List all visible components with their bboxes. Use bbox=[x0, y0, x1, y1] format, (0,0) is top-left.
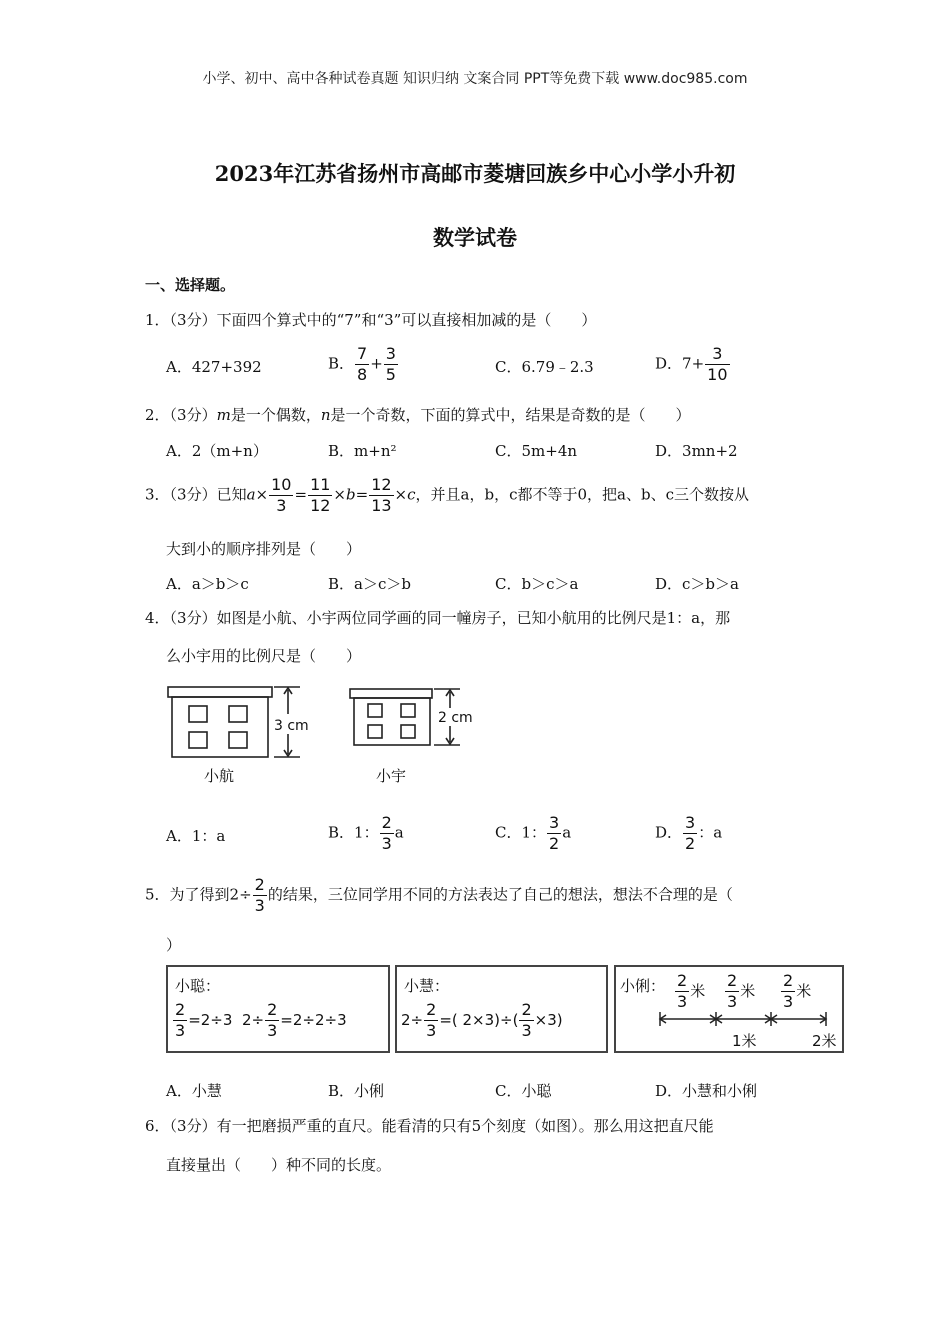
denominator: 5 bbox=[385, 365, 396, 384]
stem-text: ，并且a，b，c都不等于0，把a、b、c三个数按从 bbox=[415, 485, 749, 504]
question-1-option-a: A．427+392 bbox=[166, 358, 262, 376]
option-d-prefix: D． bbox=[655, 823, 683, 842]
denominator: 3 bbox=[727, 992, 738, 1011]
segment-label-2 bbox=[724, 971, 755, 1012]
option-d-prefix: D．7+ bbox=[655, 354, 705, 373]
variable-c: c bbox=[407, 485, 416, 504]
variable-a: a bbox=[246, 485, 256, 504]
question-3-option-b: B．a＞c＞b bbox=[328, 575, 411, 593]
fraction bbox=[781, 971, 795, 1012]
question-3-option-c: C．b＞c＞a bbox=[495, 575, 579, 593]
question-2-option-a: A．2（m+n） bbox=[166, 442, 268, 460]
operator: = bbox=[355, 485, 369, 504]
numerator: 3 bbox=[385, 344, 396, 363]
fraction bbox=[705, 344, 729, 385]
segment-label-3 bbox=[780, 971, 811, 1012]
expression-text: 2÷ bbox=[241, 1011, 265, 1029]
expression-text: 2÷ bbox=[401, 1011, 424, 1029]
question-3-option-a: A．a＞b＞c bbox=[166, 575, 249, 593]
option-b-prefix: B．1： bbox=[328, 823, 379, 842]
question-3-option-d: D．c＞b＞a bbox=[655, 575, 739, 593]
operator: × bbox=[255, 485, 269, 504]
denominator: 3 bbox=[426, 1021, 437, 1040]
fraction bbox=[424, 1000, 438, 1041]
denominator: 2 bbox=[549, 834, 560, 853]
question-6-stem-line2: 直接量出（ ）种不同的长度。 bbox=[166, 1156, 392, 1174]
question-5-option-c: C．小聪 bbox=[495, 1082, 552, 1100]
denominator: 3 bbox=[267, 1021, 278, 1040]
denominator: 3 bbox=[783, 992, 794, 1011]
question-5-option-a: A．小慧 bbox=[166, 1082, 222, 1100]
numerator: 3 bbox=[685, 813, 696, 832]
numerator: 2 bbox=[381, 813, 392, 832]
house-right-dimension: 2 cm bbox=[438, 710, 473, 726]
denominator: 8 bbox=[357, 365, 368, 384]
fraction bbox=[269, 475, 293, 516]
numerator: 2 bbox=[727, 971, 738, 990]
denominator: 3 bbox=[276, 496, 287, 515]
denominator: 3 bbox=[381, 834, 392, 853]
option-c-prefix: C．1： bbox=[495, 823, 547, 842]
page-title-line1: 2023年江苏省扬州市高邮市菱塘回族乡中心小学小升初 bbox=[214, 161, 736, 186]
question-2-option-d: D．3mn+2 bbox=[655, 442, 738, 460]
numerator: 2 bbox=[783, 971, 794, 990]
denominator: 3 bbox=[521, 1021, 532, 1040]
unit-label: 米 bbox=[740, 982, 756, 1000]
operator: × bbox=[333, 485, 346, 504]
unit-label: 米 bbox=[690, 982, 706, 1000]
variable-b: b bbox=[346, 485, 356, 504]
tick-label-1m: 1米 bbox=[732, 1032, 757, 1050]
house-figures bbox=[160, 682, 500, 792]
numerator: 2 bbox=[254, 875, 265, 894]
question-6-stem: 6．（3分）有一把磨损严重的直尺。能看清的只有5个刻度（如图）。那么用这把直尺能 bbox=[145, 1117, 714, 1135]
question-4-option-a: A．1：a bbox=[166, 827, 226, 845]
stem-text: 是一个偶数， bbox=[230, 406, 321, 424]
house-left-label: 小航 bbox=[204, 767, 235, 785]
unit-label: 米 bbox=[796, 982, 812, 1000]
answer-box-xiaoli bbox=[614, 965, 844, 1053]
denominator: 13 bbox=[371, 496, 392, 515]
question-4-stem-line2: 么小宇用的比例尺是（ ） bbox=[166, 647, 362, 665]
section-heading: 一、选择题。 bbox=[145, 276, 236, 294]
fraction bbox=[519, 1000, 533, 1041]
fraction bbox=[265, 1000, 279, 1041]
fraction bbox=[380, 813, 394, 854]
numerator: 10 bbox=[271, 475, 292, 494]
numerator: 3 bbox=[705, 344, 729, 365]
option-b-prefix: B． bbox=[328, 354, 355, 373]
question-5-stem bbox=[145, 875, 733, 916]
fraction bbox=[384, 344, 398, 385]
question-2-stem bbox=[145, 404, 691, 425]
numerator: 2 bbox=[677, 971, 688, 990]
denominator: 10 bbox=[707, 365, 728, 384]
numerator: 2 bbox=[267, 1000, 278, 1019]
house-left-dimension: 3 cm bbox=[274, 718, 309, 734]
house-right-label: 小宇 bbox=[376, 767, 407, 785]
expression-text: =2÷3 bbox=[188, 1011, 233, 1029]
fraction bbox=[369, 475, 393, 516]
page-title-line2: 数学试卷 bbox=[433, 225, 517, 250]
numerator: 2 bbox=[521, 1000, 532, 1019]
question-3-stem bbox=[145, 475, 749, 516]
variable-m: m bbox=[216, 406, 231, 424]
question-4-option-c bbox=[495, 813, 571, 854]
question-1-option-b bbox=[328, 344, 399, 385]
denominator: 2 bbox=[685, 834, 696, 853]
box-title: 小聪： bbox=[175, 977, 221, 995]
number-line bbox=[616, 1009, 842, 1029]
question-4-option-b bbox=[328, 813, 404, 854]
numerator: 2 bbox=[426, 1000, 437, 1019]
expression-text: =2÷2÷3 bbox=[280, 1011, 347, 1029]
stem-prefix: 2．（3分） bbox=[145, 406, 217, 424]
option-suffix: a bbox=[562, 823, 572, 842]
stem-text: 的结果，三位同学用不同的方法表达了自己的想法，想法不合理的是（ bbox=[267, 885, 733, 904]
stem-prefix: 5．为了得到2÷ bbox=[145, 885, 252, 904]
expression-text: ×3) bbox=[534, 1011, 563, 1029]
question-2-option-b: B．m+n² bbox=[328, 442, 397, 460]
box-expression bbox=[401, 1000, 563, 1041]
box-expression bbox=[172, 1000, 347, 1041]
tick-label-2m: 2米 bbox=[812, 1032, 837, 1050]
numerator: 3 bbox=[549, 813, 560, 832]
segment-label-1 bbox=[674, 971, 705, 1012]
fraction bbox=[683, 813, 697, 854]
question-1-option-d bbox=[655, 344, 731, 385]
denominator: 3 bbox=[175, 1021, 186, 1040]
question-4-stem: 4．（3分）如图是小航、小宇两位同学画的同一幢房子，已知小航用的比例尺是1：a，那 bbox=[145, 609, 731, 627]
box-title: 小俐： bbox=[620, 977, 666, 995]
denominator: 12 bbox=[310, 496, 331, 515]
box-title: 小慧： bbox=[404, 977, 450, 995]
question-2-option-c: C．5m+4n bbox=[495, 442, 578, 460]
stem-prefix: 3．（3分）已知 bbox=[145, 485, 247, 504]
fraction bbox=[173, 1000, 187, 1041]
question-5-option-b: B．小俐 bbox=[328, 1082, 385, 1100]
operator: × bbox=[394, 485, 408, 504]
numerator: 11 bbox=[310, 475, 331, 494]
answer-box-xiaohui bbox=[395, 965, 608, 1053]
page-header: 小学、初中、高中各种试卷真题 知识归纳 文案合同 PPT等免费下载 www.doc985.com bbox=[202, 71, 748, 87]
question-5-stem-line2: ） bbox=[166, 936, 182, 954]
stem-text: 是一个奇数，下面的算式中，结果是奇数的是（ ） bbox=[330, 406, 691, 424]
fraction bbox=[547, 813, 561, 854]
operator: = bbox=[294, 485, 308, 504]
fraction bbox=[725, 971, 739, 1012]
operator: + bbox=[370, 354, 383, 373]
option-suffix: ：a bbox=[698, 823, 723, 842]
denominator: 3 bbox=[254, 896, 265, 915]
variable-n: n bbox=[320, 406, 331, 424]
numerator: 2 bbox=[175, 1000, 186, 1019]
numerator: 7 bbox=[357, 344, 368, 363]
fraction bbox=[675, 971, 689, 1012]
question-1-stem: 1．（3分）下面四个算式中的“7”和“3”可以直接相加减的是（ ） bbox=[145, 311, 597, 329]
fraction bbox=[355, 344, 369, 385]
option-suffix: a bbox=[394, 823, 404, 842]
question-1-option-c: C．6.79﹣2.3 bbox=[495, 358, 594, 376]
answer-box-xiaocong bbox=[166, 965, 390, 1053]
fraction bbox=[308, 475, 332, 516]
expression-text: =( 2×3)÷( bbox=[439, 1011, 519, 1029]
question-4-option-d bbox=[655, 813, 722, 854]
denominator: 3 bbox=[677, 992, 688, 1011]
question-5-option-d: D．小慧和小俐 bbox=[655, 1082, 758, 1100]
fraction bbox=[253, 875, 267, 916]
question-3-stem-line2: 大到小的顺序排列是（ ） bbox=[166, 540, 362, 558]
numerator: 12 bbox=[371, 475, 392, 494]
